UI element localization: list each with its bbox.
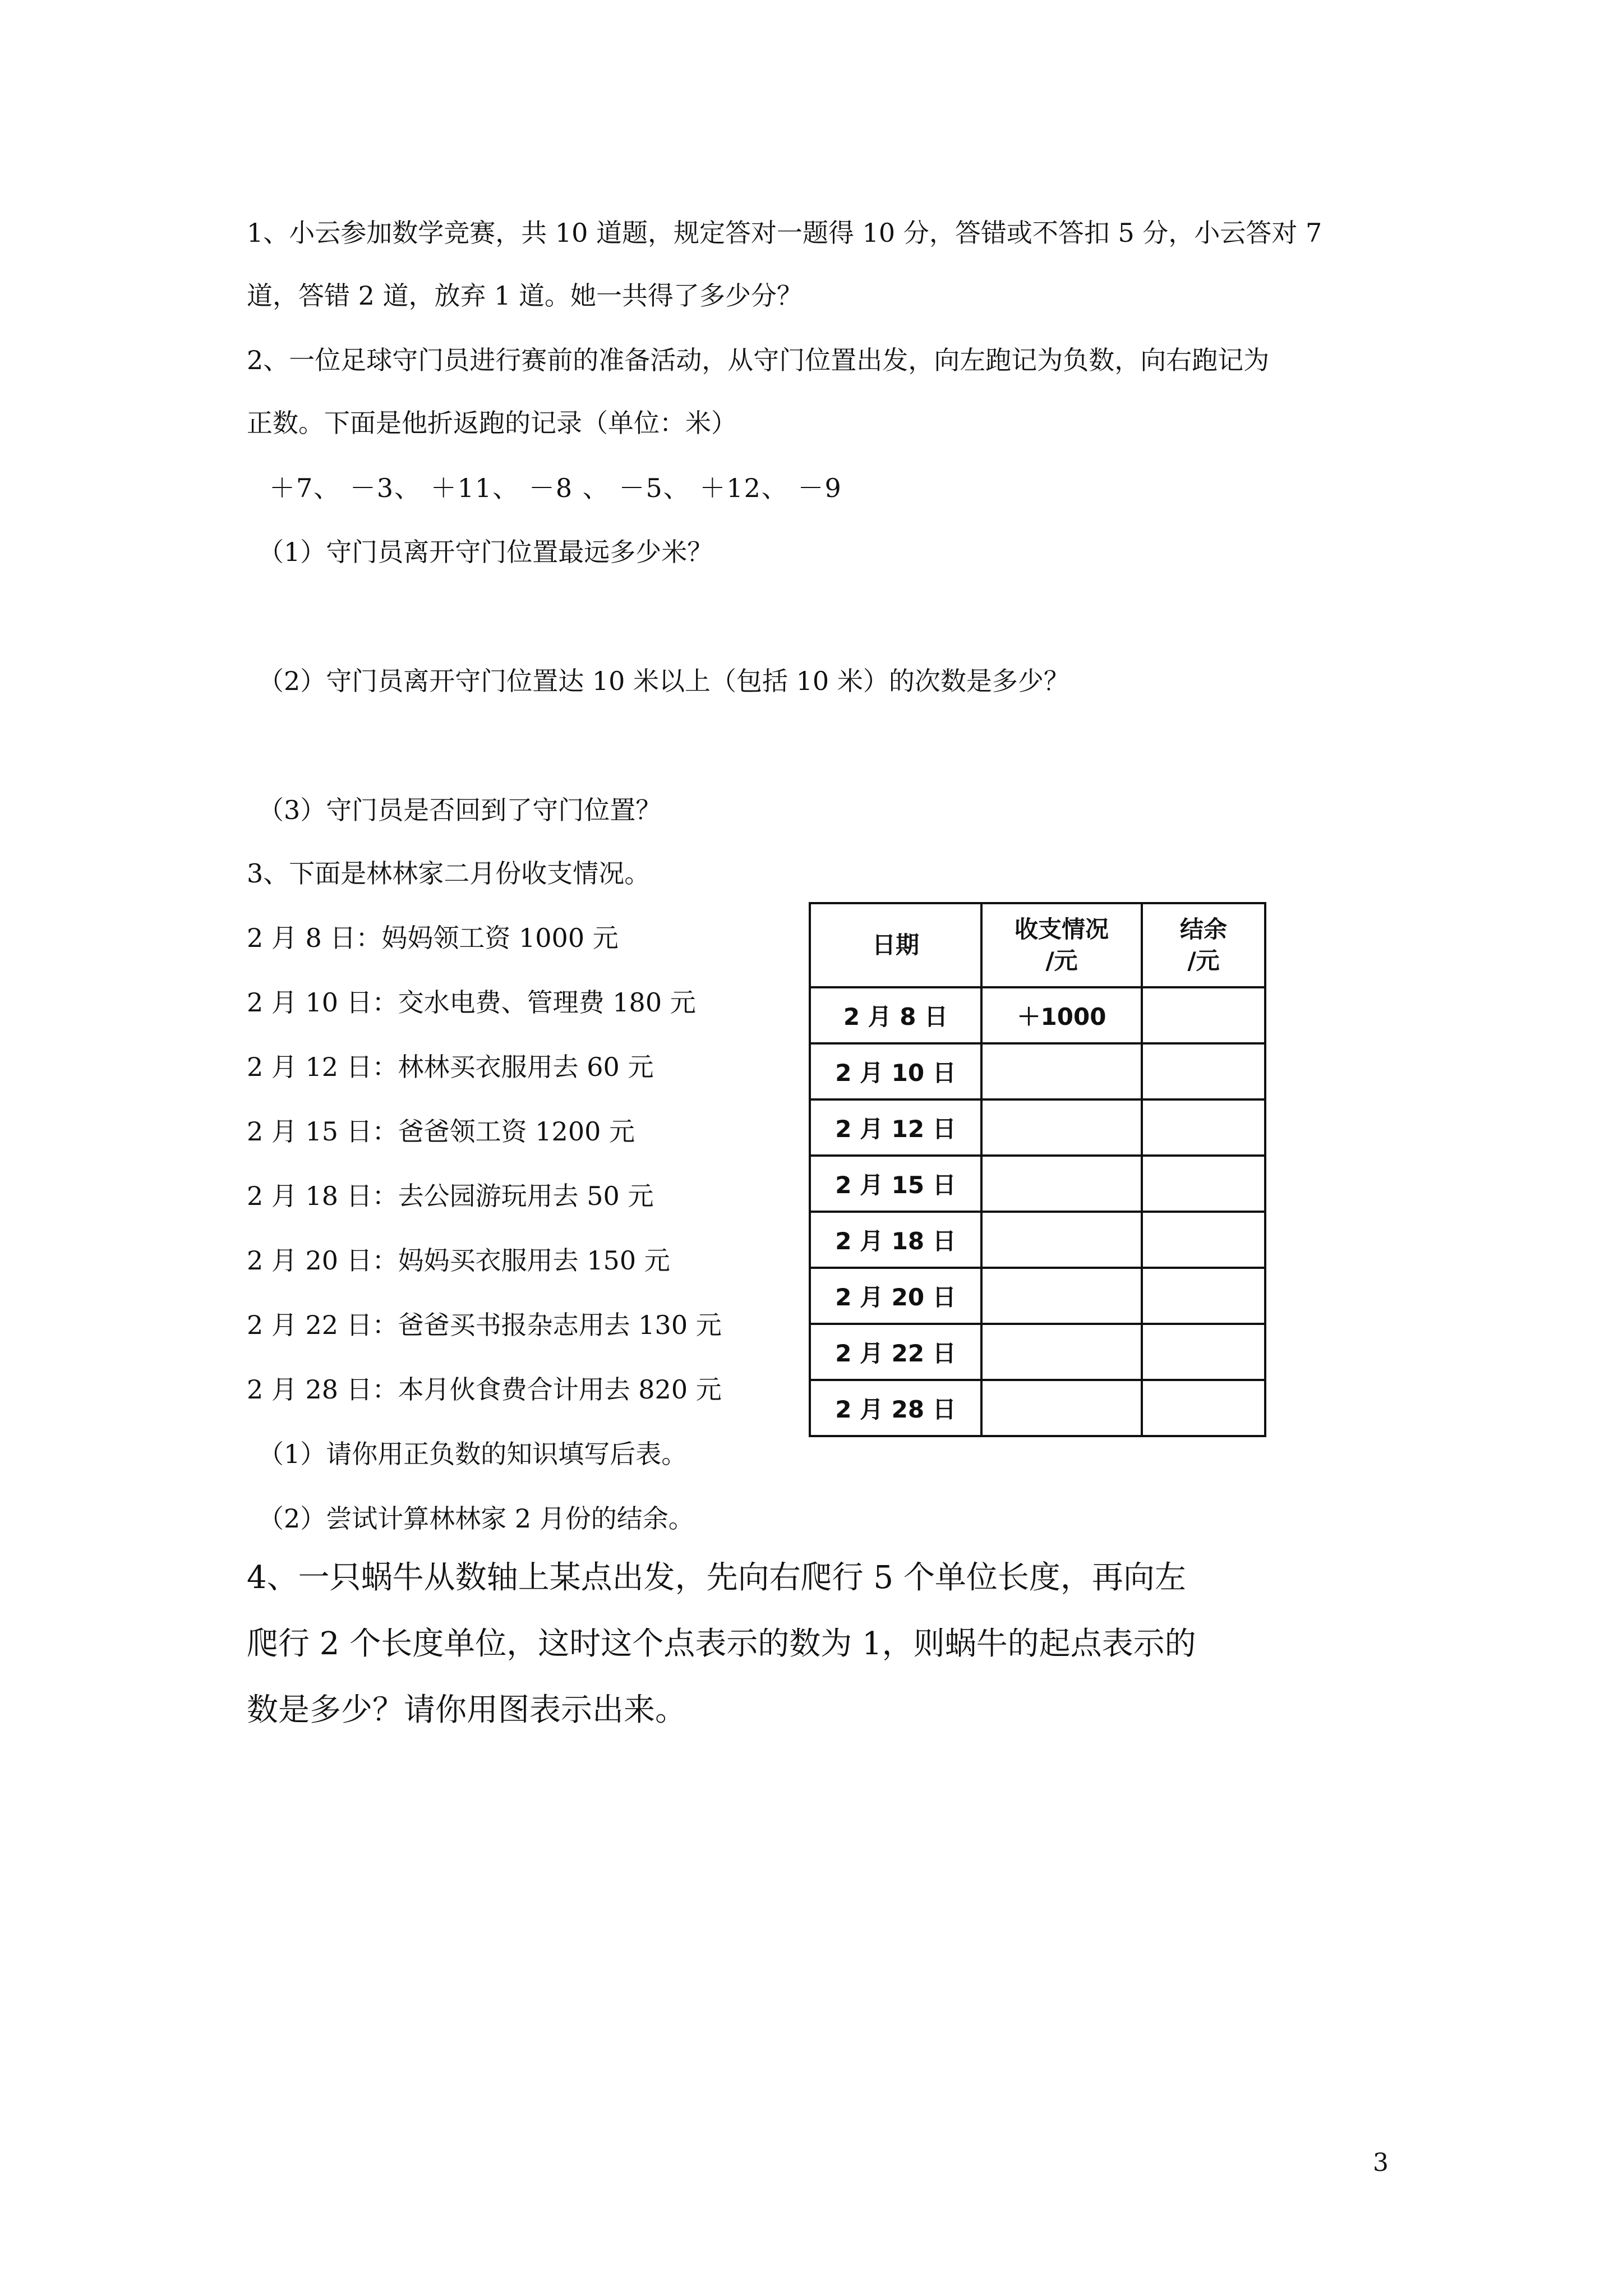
q3-item: 2 月 12 日：林林买衣服用去 60 元: [247, 1052, 654, 1082]
header-amount: 收支情况 /元: [981, 903, 1142, 987]
cell-date: 2 月 10 日: [810, 1043, 981, 1099]
cell-date: 2 月 22 日: [810, 1324, 981, 1380]
cell-amount: [981, 1268, 1142, 1324]
q4-line-2: 爬行 2 个长度单位，这时这个点表示的数为 1，则蜗牛的起点表示的: [247, 1626, 1196, 1662]
q3-item: 2 月 28 日：本月伙食费合计用去 820 元: [247, 1374, 722, 1405]
q2-subquestion-2: （2）守门员离开守门位置达 10 米以上（包括 10 米）的次数是多少？: [258, 666, 1069, 696]
q3-item: 2 月 15 日：爸爸领工资 1200 元: [247, 1116, 635, 1147]
table-row: [810, 1099, 1265, 1156]
table-row: [810, 1268, 1265, 1324]
cell-balance: [1142, 987, 1265, 1043]
q4-line-1: 4、一只蜗牛从数轴上某点出发，先向右爬行 5 个单位长度，再向左: [247, 1559, 1186, 1596]
q3-item: 2 月 18 日：去公园游玩用去 50 元: [247, 1181, 654, 1211]
cell-date: 2 月 18 日: [810, 1212, 981, 1268]
cell-balance: [1142, 1099, 1265, 1156]
q2-run-record: ＋7、 －3、 ＋11、 －8 、 －5、 ＋12、 －9: [269, 473, 842, 503]
cell-amount: ＋1000: [981, 987, 1142, 1043]
q2-subquestion-1: （1）守门员离开守门位置最远多少米？: [258, 537, 713, 567]
cell-date: 2 月 15 日: [810, 1156, 981, 1212]
cell-date: 2 月 12 日: [810, 1099, 981, 1156]
table-row: [810, 1043, 1265, 1099]
table-row: [810, 1380, 1265, 1436]
cell-balance: [1142, 1156, 1265, 1212]
q4-line-3: 数是多少？请你用图表示出来。: [247, 1692, 686, 1728]
cell-amount: [981, 1324, 1142, 1380]
q3-item: 2 月 10 日：交水电费、管理费 180 元: [247, 987, 696, 1018]
q3-intro: 3、下面是林林家二月份收支情况。: [247, 858, 651, 889]
cell-balance: [1142, 1043, 1265, 1099]
table-row: [810, 1212, 1265, 1268]
cell-amount: [981, 1156, 1142, 1212]
ledger-table: [809, 902, 1266, 1437]
cell-amount: [981, 1212, 1142, 1268]
page-number: 3: [1373, 2148, 1389, 2177]
cell-balance: [1142, 1324, 1265, 1380]
header-date: 日期: [810, 903, 981, 987]
q2-subquestion-3: （3）守门员是否回到了守门位置？: [258, 795, 662, 825]
q3-item: 2 月 22 日：爸爸买书报杂志用去 130 元: [247, 1310, 722, 1340]
q2-line-1: 2、一位足球守门员进行赛前的准备活动，从守门位置出发，向左跑记为负数，向右跑记为: [247, 345, 1270, 375]
table-row: [810, 987, 1265, 1043]
q1-line-2: 道，答错 2 道，放弃 1 道。她一共得了多少分？: [247, 280, 803, 311]
q2-line-2: 正数。下面是他折返跑的记录（单位：米）: [247, 408, 737, 438]
cell-date: 2 月 8 日: [810, 987, 981, 1043]
cell-amount: [981, 1380, 1142, 1436]
q1-line-1: 1、小云参加数学竞赛，共 10 道题，规定答对一题得 10 分，答错或不答扣 5 分，小云答对 7: [247, 218, 1322, 248]
q3-item: 2 月 20 日：妈妈买衣服用去 150 元: [247, 1245, 670, 1276]
cell-amount: [981, 1043, 1142, 1099]
cell-date: 2 月 20 日: [810, 1268, 981, 1324]
cell-balance: [1142, 1380, 1265, 1436]
table-row: [810, 1156, 1265, 1212]
cell-balance: [1142, 1268, 1265, 1324]
q3-subquestion-1: （1）请你用正负数的知识填写后表。: [258, 1439, 688, 1469]
table-row: [810, 1324, 1265, 1380]
cell-date: 2 月 28 日: [810, 1380, 981, 1436]
cell-balance: [1142, 1212, 1265, 1268]
q3-subquestion-2: （2）尝试计算林林家 2 月份的结余。: [258, 1503, 694, 1534]
q3-item: 2 月 8 日：妈妈领工资 1000 元: [247, 923, 619, 953]
cell-amount: [981, 1099, 1142, 1156]
header-balance: 结余 /元: [1142, 903, 1265, 987]
